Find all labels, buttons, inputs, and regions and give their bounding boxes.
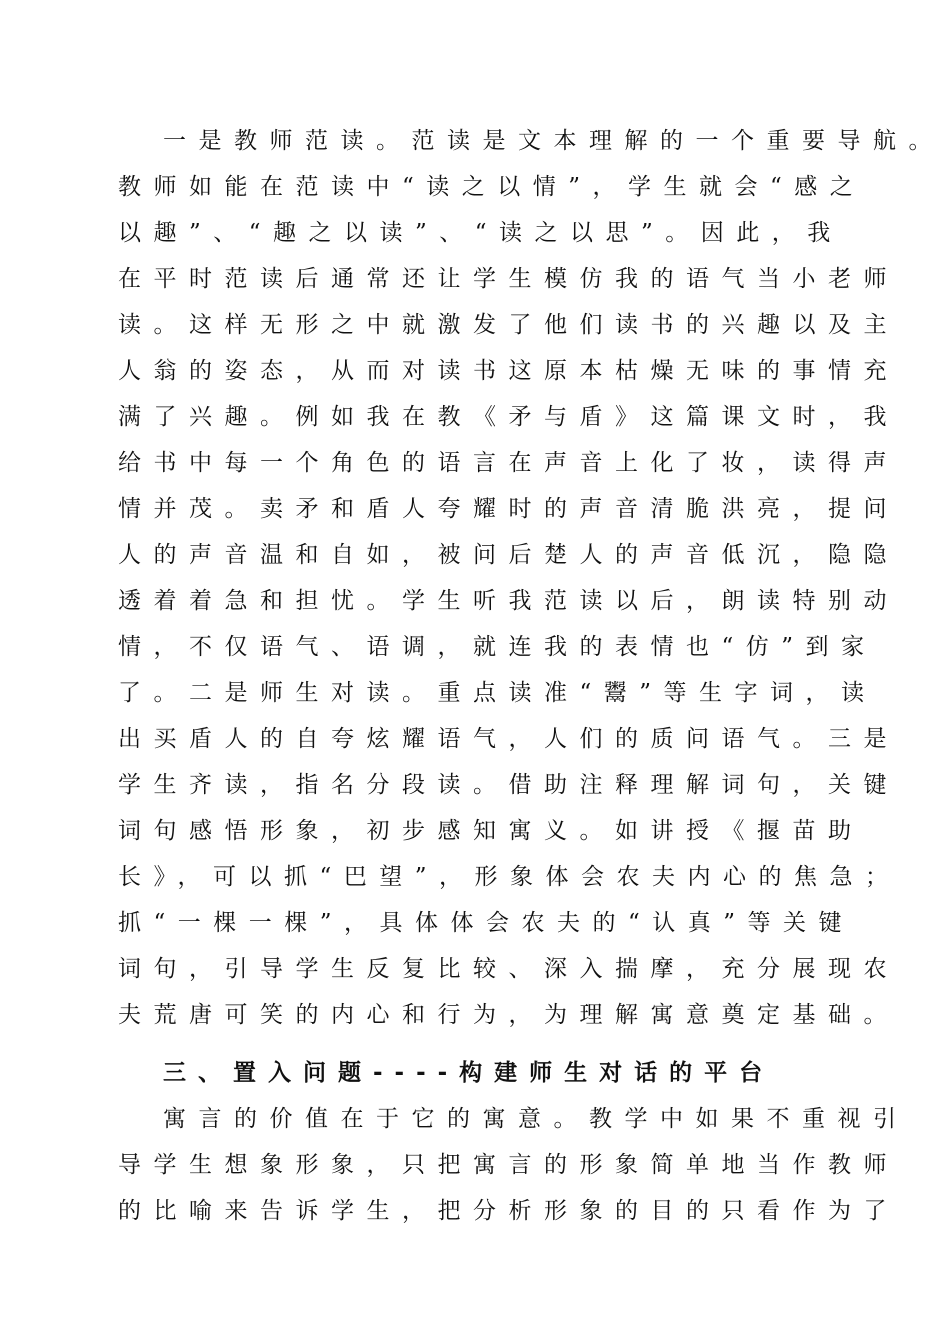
paragraph-line: 以趣”、“趣之以读”、“读之以思”。因此，我 (118, 220, 843, 246)
paragraph-line: 寓言的价值在于它的寓意。教学中如果不重视引 (163, 1106, 909, 1132)
paragraph-line: 长》，可以抓“巴望”，形象体会农夫内心的焦急； (118, 864, 901, 890)
paragraph-line: 人的声音温和自如，被问后楚人的声音低沉，隐隐 (118, 542, 899, 568)
section-heading: 三、置入问题----构建师生对话的平台 (163, 1060, 775, 1086)
paragraph-line: 词句感悟形象，初步感知寓义。如讲授《揠苗助 (118, 818, 864, 844)
paragraph-line: 抓“一棵一棵”，具体体会农夫的“认真”等关键 (118, 910, 855, 936)
paragraph-line: 教师如能在范读中“读之以情”，学生就会“感之 (118, 174, 866, 200)
paragraph-line: 词句，引导学生反复比较、深入揣摩，充分展现农 (118, 956, 899, 982)
paragraph-line: 夫荒唐可笑的内心和行为，为理解寓意奠定基础。 (118, 1002, 899, 1028)
paragraph-line: 透着着急和担忧。学生听我范读以后，朗读特别动 (118, 588, 899, 614)
paragraph-line: 给书中每一个角色的语言在声音上化了妆，读得声 (118, 450, 899, 476)
paragraph-line: 在平时范读后通常还让学生模仿我的语气当小老师 (118, 266, 899, 292)
paragraph-line: 学生齐读，指名分段读。借助注释理解词句，关键 (118, 772, 899, 798)
paragraph-line: 一是教师范读。范读是文本理解的一个重要导航。 (163, 128, 944, 154)
paragraph-line: 情，不仅语气、语调，就连我的表情也“仿”到家 (118, 634, 877, 660)
paragraph-line: 导学生想象形象，只把寓言的形象简单地当作教师 (118, 1152, 899, 1178)
paragraph-line: 情并茂。卖矛和盾人夸耀时的声音清脆洪亮，提问 (118, 496, 899, 522)
paragraph-line: 读。这样无形之中就激发了他们读书的兴趣以及主 (118, 312, 899, 338)
paragraph-line: 了。二是师生对读。重点读准“鬻”等生字词，读 (118, 680, 877, 706)
paragraph-line: 满了兴趣。例如我在教《矛与盾》这篇课文时，我 (118, 404, 899, 430)
paragraph-line: 人翁的姿态，从而对读书这原本枯燥无味的事情充 (118, 358, 899, 384)
paragraph-line: 的比喻来告诉学生，把分析形象的目的只看作为了 (118, 1198, 899, 1224)
paragraph-line: 出买盾人的自夸炫耀语气，人们的质问语气。三是 (118, 726, 899, 752)
